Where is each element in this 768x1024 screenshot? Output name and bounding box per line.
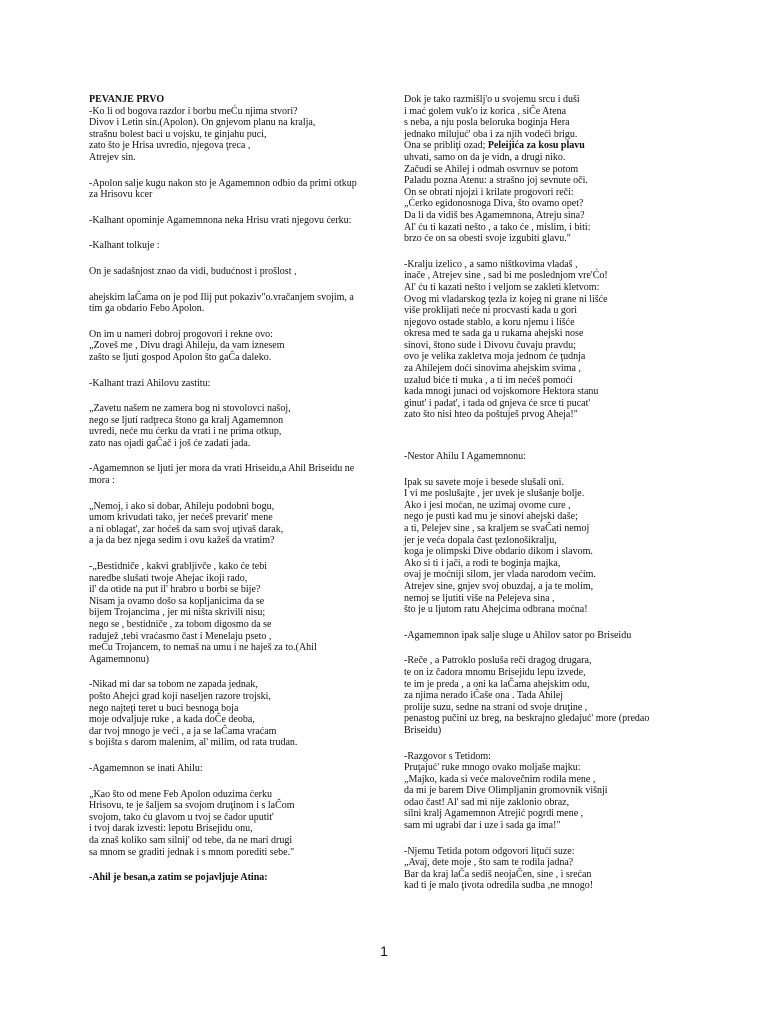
text-line: „Avaj, dete moje , što sam te rodila jadna? xyxy=(404,857,574,869)
text-block xyxy=(89,266,374,278)
text-line: Da li da vidiš bes Agamemnona, Atreju sina? xyxy=(404,209,585,221)
text-line: radujež ,tebi vraćasmo čast i Menelaju pseto , xyxy=(89,630,272,642)
text-line: inače , Atrejev sine , sad bi me poslednjom vre'Ćo! xyxy=(404,270,608,282)
text-line: Ako i jesi moćan, ne uzimaj ovome cure , xyxy=(404,499,571,511)
text-line: -Kralju izelico , a samo ništkovima vladaš , xyxy=(404,258,578,270)
text-line: za Ahilejem doći sinovima ahejskim svima , xyxy=(404,363,581,375)
text-line: On je sadašnjost znao da vidi, budućnost i prošlost , xyxy=(89,265,297,277)
text-line: -Kalhant opominje Agamemnona neka Hrisu vrati njegovu ćerku: xyxy=(89,214,352,226)
text-line: a ni oblagat', zar hoćeš da sam svoj uţivaš darak, xyxy=(89,523,284,535)
text-line: -Nestor Ahilu I Agamemnonu: xyxy=(404,451,526,463)
bold-phrase: Peleijića za kosu plavu xyxy=(487,140,585,152)
text-line: Hrisovu, te je šaljem sa svojom druţinom i s laĈom xyxy=(89,800,295,812)
text-block xyxy=(89,679,374,749)
page-number: 1 xyxy=(380,943,388,959)
text-line: -Agamemnon se inati Ahilu: xyxy=(89,762,203,774)
text-line: On se obrati njojzi i krilate progovori reči: xyxy=(404,186,574,198)
text-line: Dok je tako razmišlj'o u svojemu srcu i duši xyxy=(404,94,580,105)
text-line: uzalud biće ti muka , a ti im nećeš pomoći xyxy=(404,374,573,386)
text-line: odao čast! Al' sad mi nije zaklonio obraz, xyxy=(404,796,570,808)
text-block xyxy=(89,240,374,252)
text-line: svojom, tako ću glavom u tvoj se čador uputit' xyxy=(89,811,274,823)
text-line: „Nemoj, i ako si dobar, Ahileju podobni bogu, xyxy=(89,500,275,512)
text-line: I vi me poslušajte , jer uvek je slušanje bolje. xyxy=(404,488,585,500)
text-block xyxy=(89,501,374,547)
text-line: Ona se pribliţi ozad; Peleijića za kosu plavu xyxy=(404,140,585,152)
text-line: meĈu Trojancem, to nemaš na umu i ne haješ za to.(Ahil xyxy=(89,642,317,654)
text-line: tim ga obdario Febo Apolon. xyxy=(89,303,205,315)
text-line: Ipak su savete moje i besede slušali oni. xyxy=(404,476,564,488)
text-line: zato nas ojadi gaĈač i još će zadati jada. xyxy=(89,437,251,449)
text-line: sa mnom se graditi jednak i s mnom porediti sebe." xyxy=(89,846,295,858)
text-line: -„Bestidniče , kakvi grabljivče , kako će tebi xyxy=(89,561,267,573)
text-line: sinovi, štono sude i Divovu čuvaju pravdu; xyxy=(404,339,576,351)
text-line: uhvati, samo on da je vidn, a drugi niko. xyxy=(404,151,566,163)
text-line: zato što je Hrisa uvredio, njegova ţreca , xyxy=(89,140,251,152)
text-line: dar tvoj mnogo je veći , a ja se laĈama vraćam xyxy=(89,725,277,737)
text-line: il' da otide na put il' hrabro u borbi se bije? xyxy=(89,584,261,596)
text-line: bijem Trojancima , jer mi ništa skrivili nisu; xyxy=(89,607,266,619)
text-line: više proklijati neće ni procvasti kada u gori xyxy=(404,305,578,317)
text-line: Pruţajuć' ruke mnogo ovako moljaše majku: xyxy=(404,762,581,774)
text-line: a ja da bez njega sedim i ovu kažeš da vratim? xyxy=(89,535,275,547)
text-line: zašto se ljuti gospod Apolon što gaĈa daleko. xyxy=(89,351,272,363)
text-line: ginut' i padat', i tada od gnjeva će srce ti pucat' xyxy=(404,397,591,409)
text-block xyxy=(404,451,704,463)
text-line: prolije suzu, sedne na strani od svoje druţine , xyxy=(404,701,588,713)
text-line: jer je veća dopala čast ţezlonošikralju, xyxy=(404,534,557,546)
text-block xyxy=(89,403,374,449)
text-block xyxy=(404,630,704,642)
text-line: -Ko li od bogova razdor i borbu meĆu njima stvori? xyxy=(89,105,298,117)
text-line: -Agamemnon ipak salje sluge u Ahilov sator po Briseidu xyxy=(404,629,632,641)
text-block xyxy=(404,477,704,616)
text-block xyxy=(89,872,374,884)
text-block xyxy=(89,94,374,106)
right-column xyxy=(404,94,704,892)
text-line: nego se ljuti radţreca štono ga kralj Agamemnon xyxy=(89,414,284,426)
text-line: da mi je barem Dive Olimpljanin gromovnik višnji xyxy=(404,785,608,797)
text-line: „Zoveš me , Divu dragi Ahileju, da vam iznesem xyxy=(89,340,285,352)
text-line: -Razgovor s Tetidom: xyxy=(404,750,491,762)
text-block xyxy=(89,378,374,390)
text-line: Paladu pozna Atenu: a strašno joj sevnute oči. xyxy=(404,175,588,187)
text-block xyxy=(89,329,374,364)
text-line: -Ahil je besan,a zatim se pojavljuje Atina: xyxy=(89,872,268,884)
text-block xyxy=(89,561,374,665)
text-line: nemoj se ljutiti više na Pelejeva sina , xyxy=(404,592,555,604)
text-line: -Kalhant tolkuje : xyxy=(89,240,160,252)
text-line: Ako si ti i jači, a rodi te boginja majka, xyxy=(404,557,561,569)
text-line: Bar da kraj laĈa sediš neojaĈen, sine , i srećan xyxy=(404,868,592,880)
text-block xyxy=(404,751,704,832)
text-line: strašnu bolest baci u vojsku, te ginjahu puci, xyxy=(89,128,267,140)
text-line: a ti, Pelejev sine , sa kraljem se svaĈati nemoj xyxy=(404,523,590,534)
text-block xyxy=(89,292,374,315)
text-line: Agamemnonu) xyxy=(89,653,149,665)
text-line: Atrejev sine, gnjev svoj obuzdaj, a ja te molim, xyxy=(404,580,594,592)
text-block xyxy=(89,789,374,859)
text-line: pošto Ahejci grad koji naseljen razore trojski, xyxy=(89,690,271,702)
text-line: njegovo ostade stablo, a koru njemu i lišće xyxy=(404,316,575,328)
text-block xyxy=(404,259,704,421)
text-line: ovo je velika zakletva moja jednom će ţudnja xyxy=(404,351,586,363)
text-line: Nisam ja ovamo došo sa kopljanicima da se xyxy=(89,595,265,607)
text-line: te on iz čadora mnomu Brisejidu lepu izvede, xyxy=(404,666,586,678)
text-line: za Hrisovu kcer xyxy=(89,189,153,201)
text-line: te im je preda , a oni ka laĈama ahejskim odu, xyxy=(404,678,590,690)
text-line: i tvoj darak izvesti: lepotu Brisejidu onu, xyxy=(89,823,253,835)
text-line: mora : xyxy=(89,475,115,487)
text-line: Al' ću ti kazati nešto i veljom se zakleti kletvom: xyxy=(404,281,600,293)
text-line: jednako milujuć' oba i za njih vodeći brigu. xyxy=(404,128,578,140)
text-line: koga je olimpski Dive obdario dikom i slavom. xyxy=(404,546,593,558)
text-line: silni kralj Agamemnon Atrejić pogrdi mene , xyxy=(404,808,584,820)
text-line: kada mnogi junaci od vojskomore Hektora stanu xyxy=(404,386,599,398)
text-line: -Apolon salje kugu nakon sto je Agamemnon odbio da primi otkup xyxy=(89,177,357,189)
text-line: ovaj je moćniji silom, jer vlada narodom većim. xyxy=(404,569,596,581)
left-column xyxy=(89,94,374,884)
text-line: umom krivudati tako, jer nećeš prevarit' mene xyxy=(89,512,273,524)
text-block xyxy=(404,94,704,245)
text-line: Atrejev sin. xyxy=(89,151,136,163)
text-line: -Kalhant trazi Ahilovu zastitu: xyxy=(89,377,211,389)
text-block xyxy=(89,178,374,201)
text-line: -Njemu Tetida potom odgovori liţući suze: xyxy=(404,845,575,857)
text-line: nego se , bestidniče , za tobom digosmo da se xyxy=(89,619,272,630)
text-line: kad ti je malo ţivota odredila sudba ,ne mnogo! xyxy=(404,880,594,892)
text-line: uvredi, neće mu ćerku da vrati i ne prima otkup, xyxy=(89,426,282,438)
text-line: nego je pusti kad mu je sinovi ahejski daše; xyxy=(404,511,578,523)
text-line: i mać golem vuk'o iz korica , siĈe Atena xyxy=(404,105,567,117)
text-block xyxy=(89,463,374,486)
text-line: okresa med te sada ga u rukama ahejski nose xyxy=(404,328,584,340)
text-line: On im u nameri dobroj progovori i rekne ovo: xyxy=(89,328,273,340)
text-line: -Reče , a Patroklo posluša reči dragog drugara, xyxy=(404,655,592,667)
text-line: nego najteţi teret u buci besnoga boja xyxy=(89,702,239,714)
text-line: s bojišta s darom malenim, al' milim, od rata trudan. xyxy=(89,737,298,749)
text-line: Divov i Letin sin.(Apolon). On gnjevom planu na kralja, xyxy=(89,117,316,129)
text-line: „Majko, kada si veće malovečnim rodila mene , xyxy=(404,773,596,785)
text-block xyxy=(89,106,374,164)
text-line: Al' ću ti kazati nešto , a tako će , mislim, i biti: xyxy=(404,221,591,233)
text-line: „Ćerko egidonosnoga Diva, što ovamo opet? xyxy=(404,198,584,210)
text-line: sam mi ugrabi dar i uze i sada ga ima!" xyxy=(404,820,561,832)
text-block xyxy=(404,846,704,892)
text-line: brzo će on sa obesti svoje izgubiti glavu." xyxy=(404,233,571,245)
text-line: naredbe slušati twoje Ahejac ikoji rado, xyxy=(89,572,248,584)
text-block xyxy=(404,655,704,736)
text-line: za njima nerado iĈaše ona . Tada Ahilej xyxy=(404,690,564,702)
text-line: „Zavetu našem ne zamera bog ni stovolovci našoj, xyxy=(89,403,291,415)
text-line: da znaš koliko sam silnij' od tebe, da ne mari drugi xyxy=(89,834,293,846)
text-line: Začudi se Ahilej i odmah osvrnuv se potom xyxy=(404,163,579,175)
text-block xyxy=(89,215,374,227)
text-line: Briseidu) xyxy=(404,724,442,736)
text-line: s neba, a nju posla beloruka boginja Hera xyxy=(404,117,570,129)
text-line: „Kao što od mene Feb Apolon oduzima ćerku xyxy=(89,788,273,800)
text-block xyxy=(89,763,374,775)
text-line: ahejskim laĈama on je pod Ilij put pokaziv"o.vračanjem svojim, a xyxy=(89,291,354,303)
text-line: penastog pučini uz breg, na beskrajno gledajuć' more (predao xyxy=(404,713,650,725)
text-line: -Nikad mi dar sa tobom ne zapada jednak, xyxy=(89,679,258,691)
text-line: što je u ljutom ratu Ahejcima odbrana moćna! xyxy=(404,604,588,616)
text-line: -Agamemnon se ljuti jer mora da vrati Hriseidu,a Ahil Briseidu ne xyxy=(89,463,355,475)
text-line: moje odvaljuje ruke , a kada doĈe deoba, xyxy=(89,714,255,726)
text-line: Ovog mi vladarskog ţezla iz kojeg ni grane ni lišće xyxy=(404,293,608,305)
text-line: PEVANJE PRVO xyxy=(89,94,165,105)
text-line: zato što nisi hteo da poštuješ prvog Aheja!" xyxy=(404,409,578,421)
